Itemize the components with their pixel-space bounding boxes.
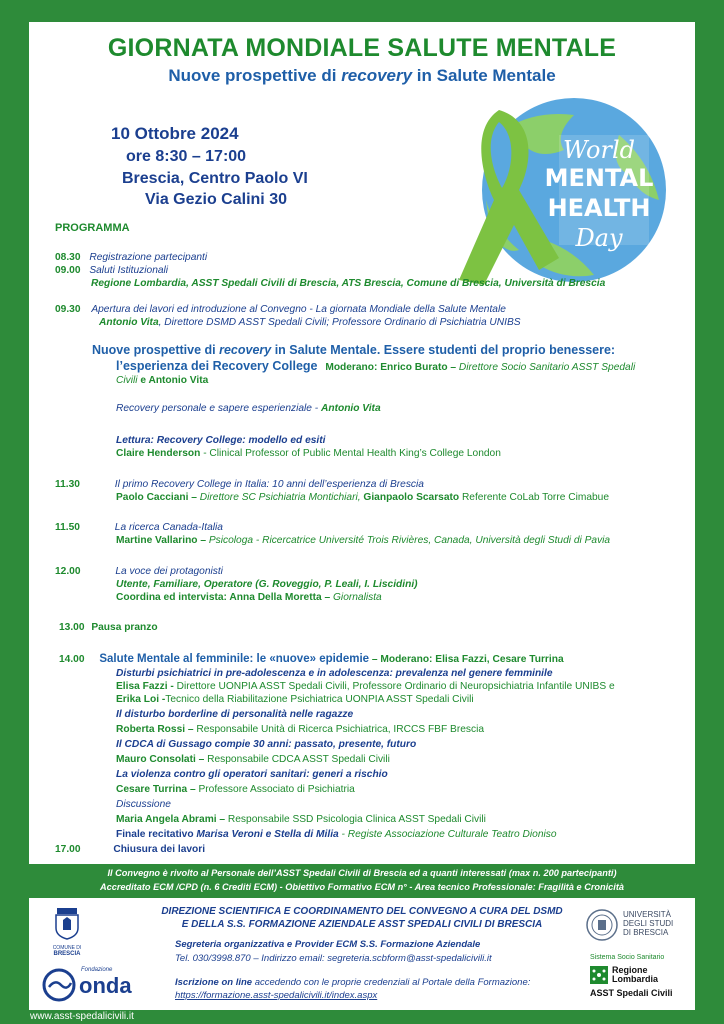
ricerca: La ricerca Canada-Italia xyxy=(114,522,223,533)
row-turrina xyxy=(116,783,355,796)
moderano1-and: e Antonio Vita xyxy=(137,375,209,386)
poster-page xyxy=(29,22,695,1010)
consolati-role: Responsabile CDCA ASST Spedali Civili xyxy=(204,754,390,765)
voce: La voce dei protagonisti xyxy=(115,566,223,577)
saluti-list: Regione Lombardia, ASST Spedali Civili di Brescia, ATS Brescia, Comune di Brescia, Università di Brescia xyxy=(91,278,606,289)
page-subtitle xyxy=(29,66,695,86)
turrina-name: Cesare Turrina – xyxy=(116,784,196,795)
primo: Il primo Recovery College in Italia: 10 anni dell’esperienza di Brescia xyxy=(114,479,424,490)
comune-label1: COMUNE DI xyxy=(52,945,82,951)
vita-role: , Direttore DSMD ASST Spedali Civili; Professore Ordinario di Psichiatria UNIBS xyxy=(158,317,521,328)
onda-label1: Fondazione xyxy=(81,967,113,973)
utente: Utente, Familiare, Operatore (G. Roveggio, P. Leali, I. Liscidini) xyxy=(116,579,418,590)
chiusura: Chiusura dei lavori xyxy=(113,844,206,855)
event-place: Brescia, Centro Paolo VI xyxy=(122,170,308,187)
iscrizione-bold: Iscrizione on line xyxy=(175,977,253,988)
saluti: Saluti Istituzionali xyxy=(89,265,169,276)
section1-line2 xyxy=(116,360,635,374)
time-1400: 14.00 xyxy=(59,654,85,665)
section1-a: Nuove prospettive di xyxy=(92,343,220,357)
section1-b: in Salute Mentale. Essere studenti del proprio benessere: xyxy=(271,343,616,357)
time-1130: 11.30 xyxy=(55,479,80,490)
pausa: Pausa pranzo xyxy=(91,622,158,633)
registrazione: Registrazione partecipanti xyxy=(89,252,208,263)
direzione-line1: DIREZIONE SCIENTIFICA E COORDINAMENTO DEL CONVEGNO A CURA DEL DSMD xyxy=(161,906,563,917)
band-line2: Accreditato ECM /CPD (n. 6 Crediti ECM) - Obiettivo Formativo ECM n° - Area tecnico Professionale: Fragilità e Cronicità xyxy=(99,882,625,892)
subtitle-em: recovery xyxy=(341,66,413,85)
borderline: Il disturbo borderline di personalità nelle ragazze xyxy=(116,709,354,720)
femminile: Salute Mentale al femminile: le «nuove» epidemie xyxy=(99,653,370,665)
finale-role: - Registe Associazione Culturale Teatro Dioniso xyxy=(338,829,557,840)
time-1300: 13.00 xyxy=(59,622,85,633)
section1-title xyxy=(92,343,615,358)
onda-logo xyxy=(41,967,161,1003)
row-1130 xyxy=(55,478,424,491)
coordina: Coordina ed intervista: Anna Della Moretta – xyxy=(116,592,331,603)
finale: Finale recitativo xyxy=(116,829,197,840)
finale-names: Marisa Veroni e Stella di Milia xyxy=(196,829,339,840)
row-1300 xyxy=(59,621,158,634)
segreteria: Segreteria organizzativa e Provider ECM S.S. Formazione Aziendale xyxy=(175,939,481,950)
vallarino-role: Psicologa - Ricercatrice Université Trois Rivières, Canada, Università degli Studi di Pavia xyxy=(206,535,611,546)
section1-c: l’esperienza dei Recovery College xyxy=(116,359,318,373)
moderano1-role: Direttore Socio Sanitario ASST Spedali xyxy=(456,362,636,373)
rosa-camuna-icon xyxy=(590,966,608,984)
abrami-name: Maria Angela Abrami – xyxy=(116,814,226,825)
discussione: Discussione xyxy=(116,799,171,810)
loi-name: Erika Loi - xyxy=(116,694,166,705)
iscrizione-text: accedendo con le proprie credenziali al Portale della Formazione: xyxy=(252,977,531,988)
moderano2: – Moderano: Elisa Fazzi, Cesare Turrina xyxy=(369,654,564,665)
abrami-role: Responsabile SSD Psicologia Clinica ASST Spedali Civili xyxy=(225,814,486,825)
subtitle-post: in Salute Mentale xyxy=(412,66,556,85)
regione-line2: Lombardia xyxy=(612,974,659,984)
event-street: Via Gezio Calini 30 xyxy=(145,191,287,208)
violenza: La violenza contro gli operatori sanitari: generi a rischio xyxy=(116,769,388,780)
regione-text xyxy=(612,966,658,984)
event-time: ore 8:30 – 17:00 xyxy=(126,148,247,165)
cdca: Il CDCA di Gussago compie 30 anni: passato, presente, futuro xyxy=(116,739,417,750)
consolati-name: Mauro Consolati – xyxy=(116,754,205,765)
section1-em: recovery xyxy=(219,343,272,357)
claire-name: Claire Henderson xyxy=(116,448,201,459)
band-line1: Il Convegno è rivolto al Personale dell’ASST Spedali Civili di Brescia ed a quanti interessati (max n. 200 partecipanti) xyxy=(107,868,617,878)
row-consolati xyxy=(116,753,390,766)
asst-label: ASST Spedali Civili xyxy=(590,988,673,998)
logo-line1: World xyxy=(563,136,635,164)
time-0900: 09.00 xyxy=(55,265,81,276)
row-1700 xyxy=(55,843,205,856)
unibs-line1: UNIVERSITÀ xyxy=(623,910,672,919)
row-rossi xyxy=(116,723,484,736)
vita-name: Antonio Vita xyxy=(99,317,159,328)
section1-line3 xyxy=(116,374,208,387)
fazzi-name: Elisa Fazzi - xyxy=(116,681,174,692)
onda-label2: onda xyxy=(79,973,132,998)
comune-logo xyxy=(47,906,87,957)
coordina-role: Giornalista xyxy=(330,592,382,603)
comune-label2: BRESCIA xyxy=(53,951,81,957)
world-mental-health-day-logo xyxy=(424,90,674,290)
row-abrami xyxy=(116,813,486,826)
row-coordina xyxy=(116,591,382,604)
event-date: 10 Ottobre 2024 xyxy=(111,124,239,143)
row-vallarino xyxy=(116,534,610,547)
row-0830 xyxy=(55,251,207,264)
page-title: GIORNATA MONDIALE SALUTE MENTALE xyxy=(107,34,617,62)
unibs-line2: DEGLI STUDI xyxy=(623,919,674,928)
loi-role: Tecnico della Riabilitazione Psichiatrica UONPIA ASST Spedali Civili xyxy=(165,694,474,705)
row-claire xyxy=(116,447,501,460)
unibs-label xyxy=(623,910,673,937)
subtitle-pre: Nuove prospettive di xyxy=(168,66,342,85)
website-url[interactable]: www.asst-spedalicivili.it xyxy=(30,1011,134,1022)
regione-line1: Regione xyxy=(612,965,648,975)
fazzi-role: Direttore UONPIA ASST Spedali Civili, Professore Ordinario di Neuropsichiatria Infantile UNIBS e xyxy=(173,681,615,692)
logo-line4: Day xyxy=(575,224,623,252)
cacciani-name: Paolo Cacciani – xyxy=(116,492,197,503)
row-recovery-personale xyxy=(116,402,381,415)
time-0830: 08.30 xyxy=(55,252,81,263)
disturbi: Disturbi psichiatrici in pre-adolescenza e in adolescenza: prevalenza nel genere femminile xyxy=(116,668,553,679)
apertura: Apertura dei lavori ed introduzione al Convegno - La giornata Mondiale della Salute Mentale xyxy=(91,304,506,315)
moderano1: Moderano: Enrico Burato – xyxy=(325,362,457,373)
scarsato-role: Referente CoLab Torre Cimabue xyxy=(459,492,609,503)
recovery-personale-name: Antonio Vita xyxy=(321,403,381,414)
time-1200: 12.00 xyxy=(55,566,81,577)
recovery-personale: Recovery personale e sapere esperienziale - xyxy=(116,403,321,414)
iscrizione-url[interactable]: https://formazione.asst-spedalicivili.it/index.aspx xyxy=(175,990,378,1001)
unibs-seal-icon xyxy=(585,908,619,942)
comune-crest-icon xyxy=(53,906,81,940)
time-1700: 17.00 xyxy=(55,844,81,855)
row-finale xyxy=(116,828,557,841)
direzione-line2: E DELLA S.S. FORMAZIONE AZIENDALE ASST SPEDALI CIVILI DI BRESCIA xyxy=(181,919,543,930)
cacciani-role: Direttore SC Psichiatria Montichiari, xyxy=(196,492,361,503)
turrina-role: Professore Associato di Psichiatria xyxy=(195,784,355,795)
lettura: Lettura: Recovery College: modello ed esiti xyxy=(116,435,326,446)
time-1150: 11.50 xyxy=(55,522,80,533)
info-band xyxy=(29,864,695,898)
rossi-role: Responsabile Unità di Ricerca Psichiatrica, IRCCS FBF Brescia xyxy=(193,724,485,735)
row-1150 xyxy=(55,521,223,534)
unibs-line3: DI BRESCIA xyxy=(623,928,669,937)
logo-line2: MENTAL xyxy=(544,164,654,192)
row-1400 xyxy=(59,653,564,666)
vallarino-name: Martine Vallarino – xyxy=(116,535,207,546)
row-0900 xyxy=(55,264,168,277)
unibs-logo xyxy=(585,908,685,944)
rossi-name: Roberta Rossi – xyxy=(116,724,194,735)
row-loi xyxy=(116,693,474,706)
moderano1-role2: Civili xyxy=(116,375,138,386)
row-fazzi xyxy=(116,680,615,693)
row-0930 xyxy=(55,303,506,316)
programma-heading: PROGRAMMA xyxy=(55,222,130,234)
tel-email: Tel. 030/3998.870 – Indirizzo email: segreteria.scbform@asst-spedalicivili.it xyxy=(175,953,492,964)
iscrizione-line xyxy=(175,977,530,988)
claire-role: - Clinical Professor of Public Mental Health King’s College London xyxy=(200,448,501,459)
row-vita xyxy=(99,316,521,329)
onda-mark-icon xyxy=(41,967,77,1003)
row-cacciani xyxy=(116,491,609,504)
scarsato-name: Gianpaolo Scarsato xyxy=(360,492,460,503)
regione-logo xyxy=(590,954,690,1004)
sistema-label: Sistema Socio Sanitario xyxy=(590,954,665,961)
row-1200 xyxy=(55,565,223,578)
logo-line3: HEALTH xyxy=(547,194,651,222)
time-0930: 09.30 xyxy=(55,304,81,315)
